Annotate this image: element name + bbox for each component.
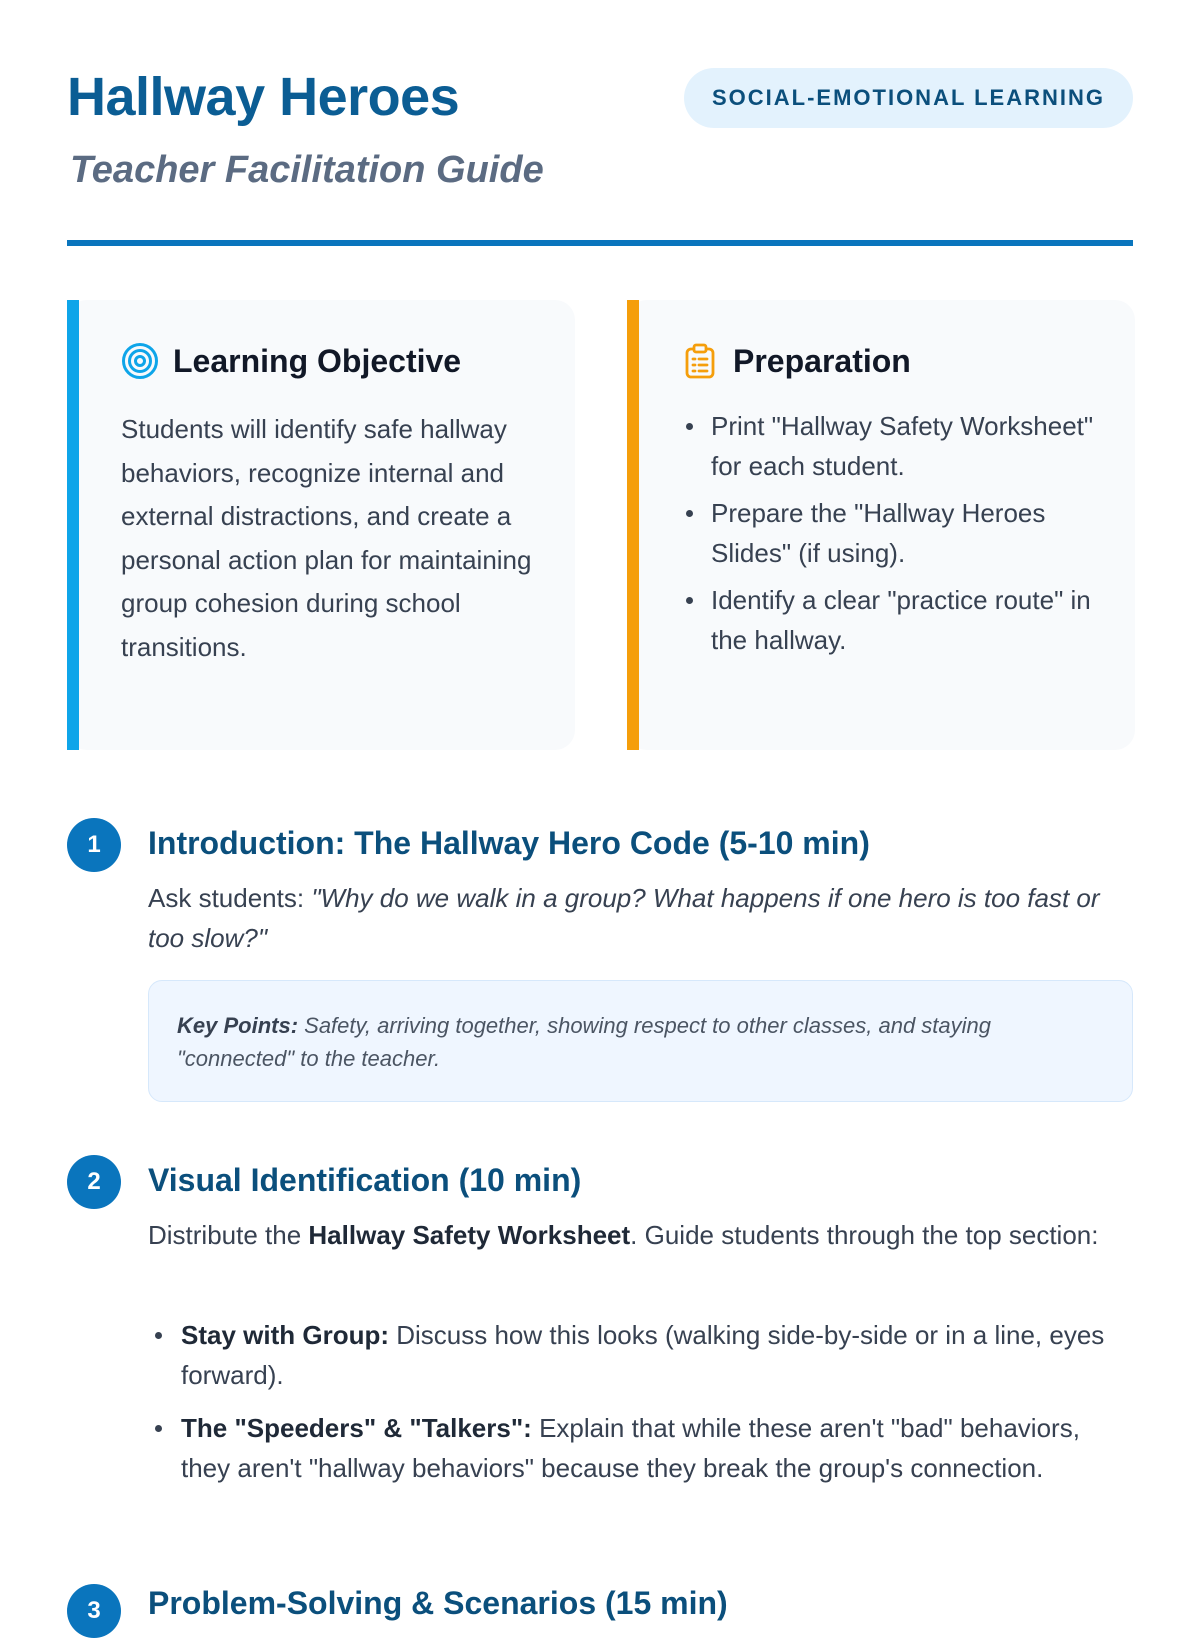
list-item — [148, 1408, 1133, 1488]
step-2-title: Visual Identification (10 min) — [148, 1162, 582, 1198]
objective-text: Students will identify safe hallway behaviors, recognize internal and external distractions, and create a personal action plan for maintaining group cohesion during school transitions. — [121, 414, 532, 662]
preparation-list — [681, 406, 1101, 667]
clipboard-icon — [681, 342, 719, 380]
key-points-text: Safety, arriving together, showing respect to other classes, and staying "connected" to the teacher. — [177, 1013, 991, 1071]
step-2-intro — [148, 1215, 1133, 1255]
worksheet-name: Hallway Safety Worksheet — [308, 1220, 631, 1250]
category-badge: SOCIAL-EMOTIONAL LEARNING — [684, 68, 1133, 128]
item-label: The "Speeders" & "Talkers": — [181, 1413, 532, 1443]
preparation-card — [627, 300, 1135, 750]
card-header — [681, 342, 911, 380]
target-icon — [121, 342, 159, 380]
intro-text: Distribute the — [148, 1220, 309, 1250]
list-item — [148, 1315, 1133, 1395]
step-3-title: Problem-Solving & Scenarios (15 min) — [148, 1585, 728, 1621]
step-2-number: 2 — [67, 1155, 121, 1209]
card-accent-bar — [627, 300, 639, 750]
step-1-prompt — [148, 878, 1133, 958]
list-item: Print "Hallway Safety Worksheet" for each student. — [681, 406, 1101, 486]
list-item: Prepare the "Hallway Heroes Slides" (if using). — [681, 493, 1101, 573]
item-label: Stay with Group: — [181, 1320, 389, 1350]
key-points-box — [148, 980, 1133, 1102]
key-points-label: Key Points: — [177, 1013, 299, 1038]
step-3-number: 3 — [67, 1584, 121, 1638]
prompt-quote: "Why do we walk in a group? What happens if one hero is too fast or too slow?" — [148, 883, 1100, 953]
page-header — [67, 60, 1133, 247]
card-header — [121, 342, 461, 380]
list-item: Identify a clear "practice route" in the hallway. — [681, 580, 1101, 660]
learning-objective-card — [67, 300, 575, 750]
step-1-title: Introduction: The Hallway Hero Code (5-10 min) — [148, 825, 870, 861]
card-title: Preparation — [733, 342, 911, 379]
item-text: Explain that while these aren't "bad" behaviors, they aren't "hallway behaviors" because they break the group's connection. — [181, 1413, 1080, 1483]
prompt-lead: Ask students: — [148, 883, 312, 913]
card-accent-bar — [67, 300, 79, 750]
step-2-list — [148, 1315, 1133, 1501]
step-1-number: 1 — [67, 818, 121, 872]
header-divider — [67, 240, 1133, 246]
intro-text: . Guide students through the top section: — [630, 1220, 1099, 1250]
page-subtitle: Teacher Facilitation Guide — [70, 149, 544, 191]
page-title: Hallway Heroes — [67, 67, 460, 127]
card-title: Learning Objective — [173, 342, 462, 379]
item-text: Discuss how this looks (walking side-by-side or in a line, eyes forward). — [181, 1320, 1105, 1390]
